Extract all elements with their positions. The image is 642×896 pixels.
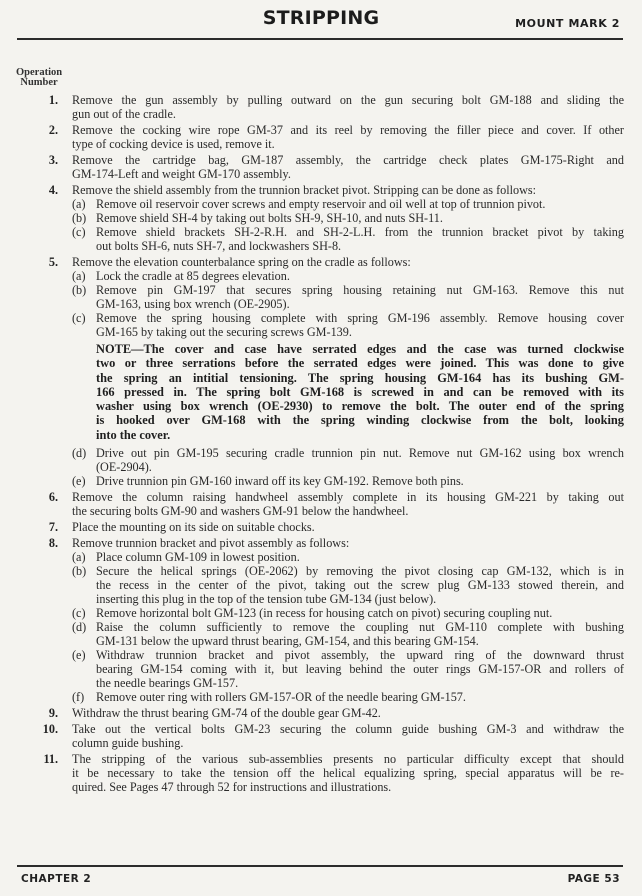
text-line: is hooked over GM-168 with the spring winding clockwise from the bolt, looking <box>96 413 624 428</box>
text-line: Remove the shield assembly from the trunnion bracket pivot. Stripping can be done as follows: <box>72 183 537 197</box>
text-line: Place column GM-109 in lowest position. <box>96 550 300 565</box>
text-line: column guide bushing. <box>72 736 184 751</box>
operation-number: 5. <box>48 255 58 269</box>
text-line: Remove the gun assembly by pulling outward on the gun securing bolt GM-188 and sliding the <box>72 93 624 107</box>
text-line: the needle bearings GM-157. <box>96 676 239 691</box>
operation-step <box>0 752 642 794</box>
sub-step-text <box>96 211 624 225</box>
text-line: Remove the spring housing complete with spring GM-196 assembly. Remove housing cover <box>96 311 624 325</box>
operation-label-line1: Operation <box>16 67 63 78</box>
sub-step-label: (d) <box>72 446 87 461</box>
operation-text <box>72 123 624 151</box>
text-line: GM-174-Left and weight GM-170 assembly. <box>72 167 291 181</box>
text-line: Remove oil reservoir cover screws and empty reservoir and oil well at top of trunnion pivot. <box>96 197 546 211</box>
operation-text <box>72 183 624 197</box>
operation-step <box>0 153 642 181</box>
operation-number: 4. <box>48 183 58 197</box>
operation-number: 7. <box>48 520 58 535</box>
sub-step-text <box>96 269 624 283</box>
text-line: GM-165 by taking out the securing screws GM-139. <box>96 325 352 339</box>
text-line: Remove the cocking wire rope GM-37 and its reel by removing the filler piece and cover. If other <box>72 123 624 137</box>
sub-step-text <box>96 311 624 339</box>
text-line: The stripping of the various sub-assemblies presents no particular difficulty except that should <box>72 752 624 767</box>
text-line: Drive trunnion pin GM-160 inward off its key GM-192. Remove both pins. <box>96 474 464 489</box>
text-line: it be necessary to take the tension off the helical equalizing spring, special apparatus will be re- <box>72 766 624 781</box>
operation-step <box>0 183 642 253</box>
sub-step-text <box>96 690 624 704</box>
text-line: Remove shield SH-4 by taking out bolts SH-9, SH-10, and nuts SH-11. <box>96 211 443 225</box>
text-line: out bolts SH-6, nuts SH-7, and lockwashers SH-8. <box>96 239 342 253</box>
text-line: Remove horizontal bolt GM-123 (in recess for housing catch on pivot) securing coupling nut. <box>96 606 553 621</box>
sub-step-label: (a) <box>72 269 86 283</box>
text-line: type of cocking device is used, remove it. <box>72 137 275 151</box>
text-line: the recess in the center of the pivot, taking out the screw plug GM-133 stowed therein, and <box>96 578 624 593</box>
operation-number: 10. <box>42 722 58 737</box>
operation-step <box>0 93 642 121</box>
text-line: Remove outer ring with rollers GM-157-OR of the needle bearing GM-157. <box>96 690 466 705</box>
text-line: Drive out pin GM-195 securing cradle trunnion pin nut. Remove nut GM-162 using box wrench <box>96 446 624 461</box>
operation-text <box>72 520 624 534</box>
text-line: Secure the helical springs (OE-2062) by removing the pivot closing cap GM-132, which is in <box>96 564 624 579</box>
sub-step-label: (a) <box>72 197 86 211</box>
operation-number: 8. <box>48 536 58 551</box>
sub-step-label: (d) <box>72 620 87 635</box>
text-line: Remove shield brackets SH-2-R.H. and SH-2-L.H. from the trunnion bracket pivot by taking <box>96 225 624 239</box>
operation-step <box>0 490 642 518</box>
sub-step-text <box>96 446 624 474</box>
text-line: Take out the vertical bolts GM-23 securing the column guide bushing GM-3 and withdraw the <box>72 722 624 737</box>
sub-step <box>72 225 624 253</box>
sub-step <box>72 690 624 704</box>
sub-step-text <box>96 225 624 253</box>
text-line: into the cover. <box>96 427 171 442</box>
chapter-label: CHAPTER 2 <box>21 873 92 885</box>
text-line: Remove trunnion bracket and pivot assembly as follows: <box>72 536 350 551</box>
sub-step <box>72 606 624 620</box>
text-line: Place the mounting on its side on suitable chocks. <box>72 520 315 535</box>
text-line: Withdraw the thrust bearing GM-74 of the double gear GM-42. <box>72 706 381 721</box>
sub-step-text <box>96 550 624 564</box>
sub-step <box>72 474 624 488</box>
text-line: Remove the cartridge bag, GM-187 assembly, the cartridge check plates GM-175-Right and <box>72 153 624 167</box>
sub-step <box>72 446 624 474</box>
sub-step-label: (e) <box>72 648 86 663</box>
text-line: two or three serrations before the serrated edges were joined. This was done to give <box>96 356 624 371</box>
sub-step-text <box>96 283 624 311</box>
operation-step <box>0 706 642 720</box>
text-line: Remove the elevation counterbalance spring on the cradle as follows: <box>72 255 411 269</box>
text-line: Remove pin GM-197 that secures spring housing retaining nut GM-163. Remove this nut <box>96 283 624 297</box>
sub-step <box>72 197 624 211</box>
operation-step <box>0 536 642 704</box>
note-block <box>96 342 624 442</box>
operation-number: 2. <box>48 123 58 137</box>
sub-step-label: (b) <box>72 564 87 579</box>
sub-step-text <box>96 606 624 620</box>
operation-list <box>0 93 642 796</box>
operation-text <box>72 536 624 550</box>
operation-text <box>72 752 624 794</box>
operation-number: 9. <box>48 706 58 721</box>
sub-step-label: (e) <box>72 474 86 489</box>
text-line: Withdraw trunnion bracket and pivot assembly, the upward ring of the downward thrust <box>96 648 624 663</box>
operation-number: 6. <box>48 490 58 505</box>
operation-number: 3. <box>48 153 58 167</box>
section-label: MOUNT MARK 2 <box>515 17 620 30</box>
operation-number: 1. <box>48 93 58 107</box>
operation-label-line2: Number <box>20 77 58 88</box>
header-rule <box>17 38 623 40</box>
text-line: bearing GM-154 coming with it, but leaving behind the outer rings GM-157-OR and rollers of <box>96 662 624 677</box>
operation-text <box>72 490 624 518</box>
sub-step-text <box>96 564 624 606</box>
operation-step <box>0 722 642 750</box>
text-line: the securing bolts GM-90 and washers GM-91 below the handwheel. <box>72 504 409 519</box>
sub-step <box>72 269 624 283</box>
text-line: NOTE—The cover and case have serrated edges and the case was turned clockwise <box>96 342 624 356</box>
operation-step <box>0 520 642 534</box>
sub-step <box>72 648 624 690</box>
text-line: inserting this plug in the top of the tension tube GM-134 (just below). <box>96 592 437 607</box>
sub-step-label: (a) <box>72 550 86 565</box>
sub-step-text <box>96 648 624 690</box>
sub-step-label: (c) <box>72 311 86 325</box>
sub-step-label: (b) <box>72 283 87 297</box>
operation-text <box>72 722 624 750</box>
sub-step-label: (b) <box>72 211 87 225</box>
text-line: GM-163, using box wrench (OE-2905). <box>96 297 290 311</box>
operation-text <box>72 153 624 181</box>
text-line: Lock the cradle at 85 degrees elevation. <box>96 269 290 283</box>
sub-step <box>72 311 624 339</box>
operation-step <box>0 123 642 151</box>
sub-step-text <box>96 474 624 488</box>
operation-text <box>72 706 624 720</box>
sub-step-text <box>96 620 624 648</box>
sub-step <box>72 550 624 564</box>
text-line: washer using box wrench (OE-2930) to remove the bolt. The outer end of the spring <box>96 399 624 414</box>
operation-text <box>72 93 624 121</box>
footer-rule <box>17 865 623 867</box>
sub-step-label: (f) <box>72 690 85 705</box>
operation-text <box>72 255 624 269</box>
text-line: Raise the column sufficiently to remove the coupling nut GM-110 complete with bushing <box>96 620 624 635</box>
sub-step <box>72 211 624 225</box>
text-line: GM-131 below the upward thrust bearing, GM-154, and this bearing GM-154. <box>96 634 479 649</box>
sub-step <box>72 283 624 311</box>
operation-number-label <box>16 68 62 88</box>
sub-step-label: (c) <box>72 606 86 621</box>
text-line: gun out of the cradle. <box>72 107 176 121</box>
text-line: the spring an intitial tensioning. The spring housing GM-164 has its bushing GM- <box>96 370 624 385</box>
sub-step-text <box>96 197 624 211</box>
sub-step <box>72 564 624 606</box>
text-line: 166 pressed in. The spring bolt GM-168 is screwed in and can be removed with its <box>96 384 624 399</box>
sub-step <box>72 620 624 648</box>
text-line: quired. See Pages 47 through 52 for instructions and illustrations. <box>72 780 392 795</box>
sub-step-label: (c) <box>72 225 86 239</box>
operation-number: 11. <box>43 752 58 767</box>
text-line: (OE-2904). <box>96 460 152 475</box>
operation-step <box>0 255 642 488</box>
page-number: PAGE 53 <box>567 873 620 885</box>
page-title: STRIPPING <box>262 7 380 29</box>
text-line: Remove the column raising handwheel assembly complete in its housing GM-221 by taking out <box>72 490 624 505</box>
